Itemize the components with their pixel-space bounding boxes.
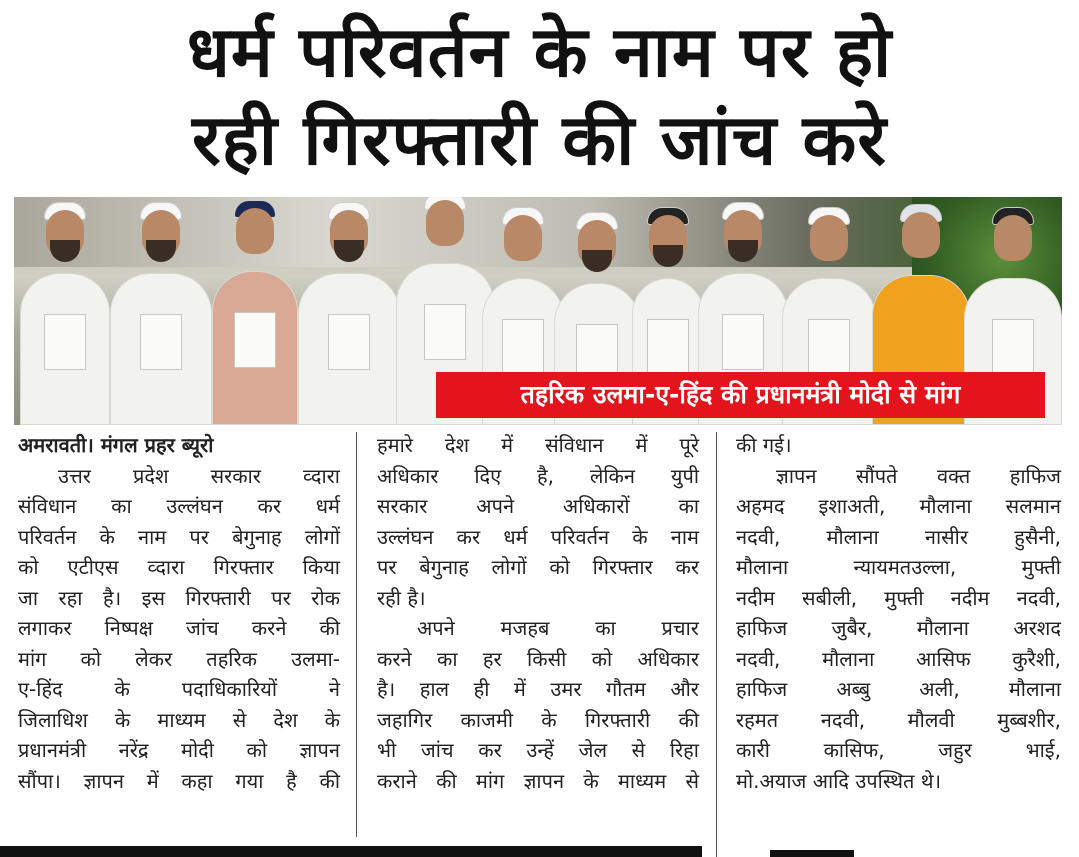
article-line: परिवर्तन के नाम पर बेगुनाह लोगों [18,524,340,549]
headline-line-1: धर्म परिवर्तन के नाम पर हो [186,11,893,93]
article-line: मो.अयाज आदि उपस्थित थे। [736,768,942,793]
article-line: कराने की मांग ज्ञापन के माध्यम से [377,768,699,793]
news-photo [14,197,1062,425]
article-line: है। हाल ही में उमर गौतम और [377,677,699,701]
article-line: रहमत नदवी, मौलवी मुब्बशीर, [736,707,1061,732]
article-line: प्रधानमंत्री नरेंद्र मोदी को ज्ञापन [18,738,340,762]
article-line: ज्ञापन सौंपते वक्त हाफिज [776,463,1061,488]
article-line: अधिकार दिए है, लेकिन युपी [377,463,699,488]
bottom-rule-short [770,850,854,857]
bottom-rule [0,846,702,857]
article-line: जिलाधिश के माध्यम से देश के [18,707,340,732]
article-line: हमारे देश में संविधान में पूरे [377,433,699,457]
article-line: करने का हर किसी को अधिकार [377,646,699,671]
article-column-2 [377,430,699,796]
article-line: संविधान का उल्लंघन कर धर्म [18,494,340,518]
article-line: कारी कासिफ, जहुर भाई, [736,738,1061,762]
article-line: को एटीएस व्दारा गिरफ्तार किया [18,555,340,579]
photo-caption-banner: तहरिक उलमा-ए-हिंद की प्रधानमंत्री मोदी से मांग [436,372,1045,418]
article-line: अपने मजहब का प्रचार [417,616,699,640]
article-line: उत्तर प्रदेश सरकार व्दारा [58,463,340,488]
article-line: ए-हिंद के पदाधिकारियों ने [18,677,340,701]
photo-person [212,271,298,425]
article-line: मौलाना न्यायमतउल्ला, मुफ्ती [736,555,1061,579]
byline: अमरावती। मंगल प्रहर ब्यूरो [18,433,214,457]
article-line: लगाकर निष्पक्ष जांच करने की [18,616,340,640]
article-column-1 [18,430,340,796]
article-line: की गई। [736,433,792,457]
column-divider [716,432,717,857]
article-line: नदीम सबीली, मुफ्ती नदीम नदवी, [736,585,1061,610]
article-line: भी जांच कर उन्हें जेल से रिहा [377,738,699,762]
article-line: नदवी, मौलाना नासीर हुसैनी, [736,524,1061,549]
article-line: मांग को लेकर तहरिक उलमा- [18,646,340,671]
article-line: हाफिज जुबैर, मौलाना अरशद [736,616,1061,640]
photo-person [20,273,110,425]
headline-line-2: रही गिरफ्तारी की जांच करे [192,99,887,181]
article-line: पर बेगुनाह लोगों को गिरफ्तार कर [377,555,699,579]
article-line: नदवी, मौलाना आसिफ कुरैशी, [736,646,1061,671]
article-column-3 [736,430,1061,796]
photo-person [298,273,400,425]
photo-person [110,273,212,425]
article-line: अहमद इशाअती, मौलाना सलमान [736,494,1061,518]
column-divider [356,432,357,837]
article-line: रही है। [377,585,426,610]
article-line: उल्लंघन कर धर्म परिवर्तन के नाम [377,524,699,549]
article-line: जा रहा है। इस गिरफ्तारी पर रोक [18,585,340,610]
article-line: हाफिज अब्बु अली, मौलाना [736,677,1061,701]
article-line: जहागिर काजमी के गिरफ्तारी की [377,707,699,732]
article-line: सरकार अपने अधिकारों का [377,494,699,518]
article-line: सौंपा। ज्ञापन में कहा गया है की [18,768,340,793]
